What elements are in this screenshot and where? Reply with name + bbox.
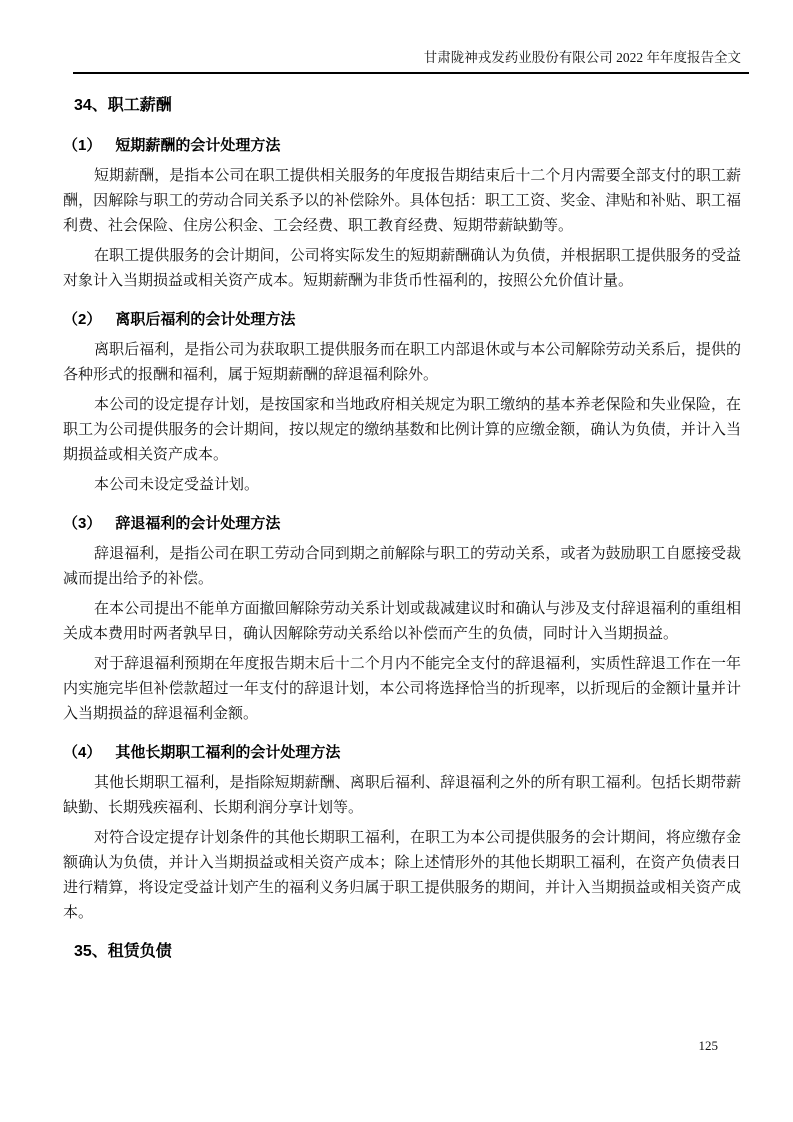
paragraph: 辞退福利，是指公司在职工劳动合同到期之前解除与职工的劳动关系，或者为鼓励职工自愿接受裁减而提出给予的补偿。 — [63, 546, 741, 587]
section-heading-34: 34、职工薪酬 — [74, 97, 172, 114]
subsection-number: （4） — [63, 744, 102, 761]
section-heading-35: 35、租赁负债 — [74, 943, 172, 960]
paragraph: 其他长期职工福利，是指除短期薪酬、离职后福利、辞退福利之外的所有职工福利。包括长期带薪缺勤、长期残疾福利、长期利润分享计划等。 — [63, 775, 741, 816]
paragraph: 在本公司提出不能单方面撤回解除劳动关系计划或裁减建议时和确认与涉及支付辞退福利的重组相关成本费用时两者孰早日，确认因解除劳动关系给以补偿而产生的负债，同时计入当期损益。 — [63, 601, 741, 642]
subsection-title: 短期薪酬的会计处理方法 — [115, 137, 281, 154]
paragraph: 本公司未设定受益计划。 — [94, 477, 260, 493]
paragraph: 离职后福利，是指公司为获取职工提供服务而在职工内部退休或与本公司解除劳动关系后，提供的各种形式的报酬和福利，属于短期薪酬的辞退福利除外。 — [63, 342, 741, 383]
subsection-heading-2 — [63, 309, 741, 330]
page-number: 125 — [698, 1038, 718, 1053]
paragraph: 对于辞退福利预期在年度报告期末后十二个月内不能完全支付的辞退福利，实质性辞退工作在一年内实施完毕但补偿款超过一年支付的辞退计划，本公司将选择恰当的折现率，以折现后的金额计量并计入当期损益的辞退福利金额。 — [63, 656, 741, 722]
subsection-number: （2） — [63, 311, 102, 328]
paragraph: 对符合设定提存计划条件的其他长期职工福利，在职工为本公司提供服务的会计期间，将应缴存金额确认为负债，并计入当期损益或相关资产成本；除上述情形外的其他长期职工福利，在资产负债表日进行精算，将设定受益计划产生的福利义务归属于职工提供服务的期间，并计入当期损益或相关资产成本。 — [63, 830, 741, 921]
subsection-heading-3 — [63, 513, 741, 534]
subsection-number: （1） — [63, 137, 102, 154]
paragraph: 本公司的设定提存计划，是按国家和当地政府相关规定为职工缴纳的基本养老保险和失业保险，在职工为公司提供服务的会计期间，按以规定的缴纳基数和比例计算的应缴金额，确认为负债，并计入当期损益或相关资产成本。 — [63, 397, 741, 463]
subsection-title: 辞退福利的会计处理方法 — [115, 515, 281, 532]
paragraph: 在职工提供服务的会计期间，公司将实际发生的短期薪酬确认为负债，并根据职工提供服务的受益对象计入当期损益或相关资产成本。短期薪酬为非货币性福利的，按照公允价值计量。 — [63, 248, 741, 289]
subsection-title: 其他长期职工福利的会计处理方法 — [115, 744, 341, 761]
page-body — [63, 95, 741, 963]
document-header: 甘肃陇神戎发药业股份有限公司 2022 年年度报告全文 — [423, 50, 741, 65]
subsection-title: 离职后福利的会计处理方法 — [115, 311, 296, 328]
header-rule — [73, 72, 749, 74]
subsection-number: （3） — [63, 515, 102, 532]
subsection-heading-1 — [63, 135, 741, 156]
paragraph: 短期薪酬，是指本公司在职工提供相关服务的年度报告期结束后十二个月内需要全部支付的职工薪酬，因解除与职工的劳动合同关系予以的补偿除外。具体包括：职工工资、奖金、津贴和补贴、职工福利费、社会保险、住房公积金、工会经费、职工教育经费、短期带薪缺勤等。 — [63, 168, 741, 234]
subsection-heading-4 — [63, 742, 741, 763]
